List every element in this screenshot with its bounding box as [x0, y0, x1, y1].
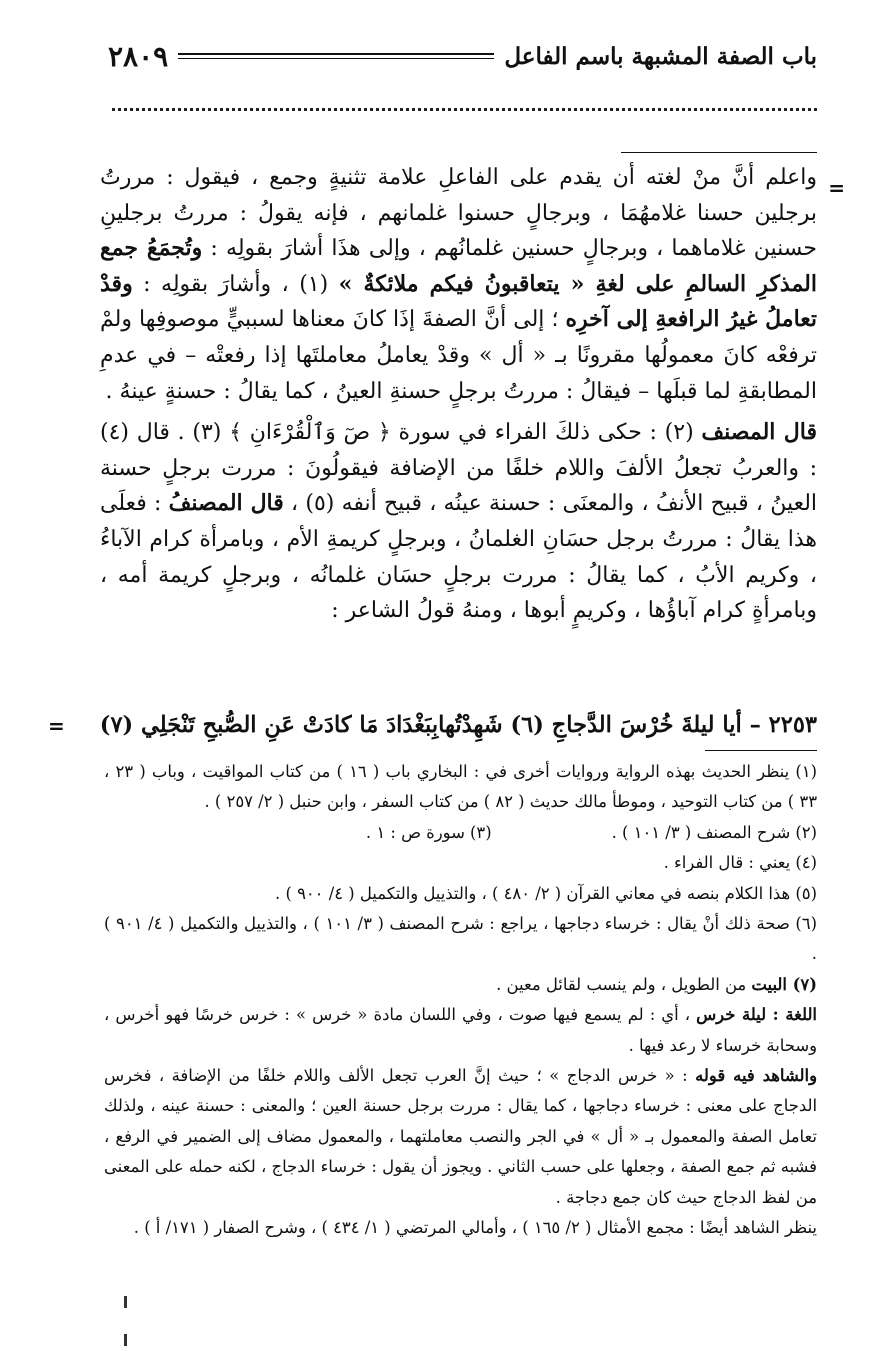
footnote-also: ينظر الشاهد أيضًا : مجمع الأمثال ( ٢/ ١٦٥ ) ، وأمالي المرتضي ( ١/ ٤٣٤ ) ، وشرح الصفار ( ١٧١/ أ ) .: [133, 1218, 817, 1238]
paragraph-2: قال المصنف (٢) : حكى ذلكَ الفراء في سورة ﴿ صٓ وَٱلْقُرْءَانِ ﴾ (٣) . قال (٤) : والعربُ تجعلُ الألفَ واللام خلفًا من الإضافة فيقولُونَ : مررت برجلٍ حسنة العينُ ، قبيح الأنفُ ، والمعنَى : حسنة عينُه ، قبيح أنفه (٥) ، قال المصنفُ : فعلَى هذا يقالُ : مررتُ برجل حسَانِ الغلمانُ ، وبرجلٍ كريمةِ الأم ، وبامرأة كرام الآباءُ ، وكريم الأبُ ، كما يقالُ : مررت برجلٍ حسَان غلمانُه ، وبرجلٍ كريمة أمه ، وبامرأةٍ كرام آباؤُها ، وكريمٍ أبوها ، ومنهُ قولُ الشاعر :: [100, 419, 818, 624]
footnote-row-2-3: [104, 818, 817, 848]
footnote-6: (٦) صحة ذلك أنْ يقال : خرساء دجاجها ، يراجع : شرح المصنف ( ٣/ ١٠١ ) ، والتذييل والتكميل ( ٤/ ٩٠١ ) .: [104, 914, 818, 964]
header-rule: [178, 53, 494, 59]
footnote-separator: [705, 750, 817, 751]
scan-mark: [124, 1334, 127, 1346]
footnote-1: (١) ينظر الحديث بهذه الرواية وروايات أخرى في : البخاري باب ( ١٦ ) من كتاب المواقيت ، وباب ( ٢٣ ، ٣٣ ) من كتاب التوحيد ، وموطأ مالك حديث ( ٨٢ ) من كتاب السفر ، وابن حنبل ( ٢/ ٢٥٧ ) .: [104, 762, 817, 812]
footnote-3: (٣) سورة ص : ١ .: [365, 822, 492, 842]
author-lead: قال المصنف: [701, 419, 818, 446]
verse-second-hemistich: بِبَغْدَادَ مَا كادَتْ عَنِ الصُّبحِ تَنْجَلِي (٧): [99, 712, 439, 738]
bold-quote-1: وتُجمَعُ جمع المذكرِ السالمِ على لغةِ « يتعاقبونُ فيكم ملائكةٌ »: [100, 235, 817, 297]
poetry-verse: [92, 703, 817, 747]
verse-number: ٢٢٥٣ –: [749, 712, 817, 738]
dotted-separator: [112, 108, 817, 111]
footnote-lugha: اللغة : ليلة خرس ، أي : لم يسمع فيها صوت ، وفي اللسان مادة « خرس » : خرس خرسًا فهو أخرس ، وسحابة خرساء لا رعد فيها .: [104, 1005, 817, 1055]
author-lead-2: قال المصنفُ: [168, 490, 284, 517]
chapter-title: باب الصفة المشبهة باسم الفاعل: [504, 42, 817, 70]
footnote-5: (٥) هذا الكلام بنصه في معاني القرآن ( ٢/ ٤٨٠ ) ، والتذييل والتكميل ( ٤/ ٩٠٠ ) .: [275, 883, 817, 903]
bold-quote-2: وقدْ تعاملُ غيرُ الرافعةِ إلى آخرِه: [100, 270, 818, 333]
verse-continuation-mark: =: [48, 714, 65, 738]
text-separator-rule: [621, 152, 817, 153]
footnote-7: (٧) البيت من الطويل ، ولم ينسب لقائل معين .: [496, 974, 817, 994]
main-text: [100, 160, 817, 629]
continuation-mark: =: [828, 176, 845, 200]
scan-mark: [124, 1296, 127, 1308]
footnote-4: (٤) يعني : قال الفراء .: [663, 853, 817, 873]
footnotes: [104, 757, 817, 1244]
verse-first-hemistich: ٢٢٥٣ – أيا ليلةَ خُرْسَ الدَّجاجِ (٦) شَهِدْتُها: [438, 712, 817, 738]
paragraph-1: واعلم أنَّ منْ لغته أن يقدم على الفاعلِ علامة تثنيةٍ وجمع ، فيقول : مررتُ برجلين حسنا غلامهُمَا ، وبرجالٍ حسنوا غلمانهم ، فإنه يقولُ : مررتُ برجلينِ حسنين غلاماهما ، وبرجالٍ حسنين غلمانُهم ، وإلى هذَا أشارَ بقولِه : وتُجمَعُ جمع المذكرِ السالمِ على لغةِ « يتعاقبونُ فيكم ملائكةٌ » (١) ، وأشارَ بقولِه : وقدْ تعاملُ غيرُ الرافعةِ إلى آخرِه ؛ إلى أنَّ الصفةَ إذَا كانَ معناها لسببيٍّ موصوفِها ولمْ ترفعْه كانَ معمولُها مقرونًا بـ « أل » وقدْ يعاملُ معاملتَها إذا رفعتْه – في عدمِ المطابقةِ لما قبلَها – فيقالُ : مررتُ برجلٍ حسنةِ العينُ ، كما يقالُ : حسنةٍ عينهُ .: [100, 165, 818, 404]
footnote-shahid: والشاهد فيه قوله : « خرس الدجاج » ؛ حيث إنَّ العرب تجعل الألف واللام خلفًا من الإضافة ، فخرس الدجاج على معنى : خرساء دجاجها ، كما يقال : مررت برجل حسنة العين ؛ والمعنى : حسنة عينه ، ولذلك تعامل الصفة والمعمول بـ « أل » في الجر والنصب معاملتهما ، والمعمول مضاف إلى الضمير في الرفع ، فشبه ثم جمع الصفة ، وجعلها على حسب الثاني . ويجوز أن يقول : خرساء الدجاج ، لكنه حمله على المعنى من لفظ الدجاج حيث كان جمع دجاجة .: [104, 1066, 817, 1207]
footnote-2: (٢) شرح المصنف ( ٣/ ١٠١ ) .: [611, 822, 817, 842]
running-header: [108, 30, 817, 82]
page-number: ٢٨٠٩: [108, 39, 169, 73]
